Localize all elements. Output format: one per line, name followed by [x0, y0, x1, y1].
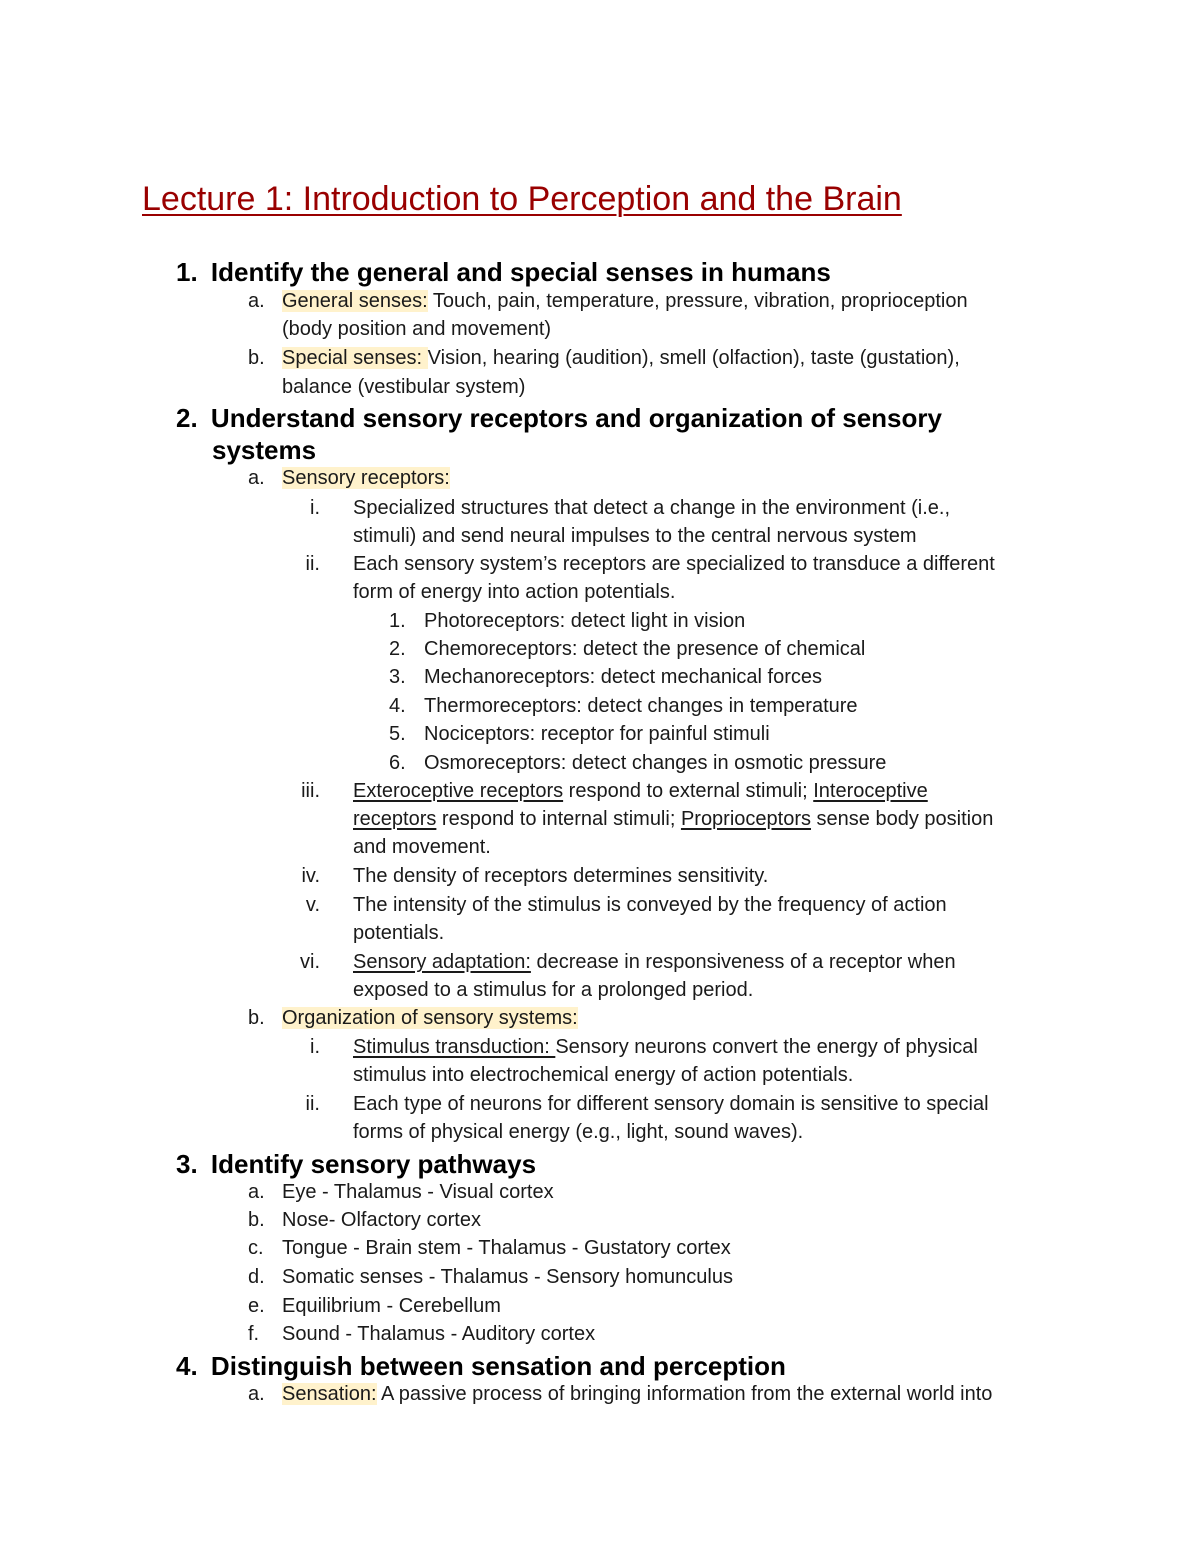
section-2-heading — [176, 402, 942, 434]
sub-marker: i. — [310, 1036, 320, 1058]
numbered-marker: 1. — [389, 610, 406, 632]
section-heading-text: Identify sensory pathways — [210, 1149, 537, 1179]
numbered-item: Nociceptors: receptor for painful stimuli — [424, 723, 770, 745]
item-marker: d. — [248, 1266, 265, 1288]
section-number: 4. — [176, 1351, 198, 1381]
list-item-text: Somatic senses - Thalamus - Sensory homunculus — [282, 1266, 733, 1288]
sub-item-text-cont: stimulus into electrochemical energy of action potentials. — [353, 1064, 854, 1086]
sub-marker: v. — [305, 894, 320, 916]
sub-item-text-cont: receptors respond to internal stimuli; Proprioceptors sense body position — [353, 808, 994, 830]
item-marker: a. — [248, 290, 265, 312]
list-item-text: General senses: Touch, pain, temperature, pressure, vibration, proprioception — [282, 290, 968, 312]
numbered-item: Photoreceptors: detect light in vision — [424, 610, 746, 632]
numbered-item: Mechanoreceptors: detect mechanical forces — [424, 666, 822, 688]
sub-item-text-cont: stimuli) and send neural impulses to the central nervous system — [353, 525, 917, 547]
item-marker: c. — [248, 1237, 264, 1259]
list-item-text: Eye - Thalamus - Visual cortex — [282, 1181, 554, 1203]
sub-item-text-cont: and movement. — [353, 836, 491, 858]
highlighted-term: Organization of sensory systems: — [282, 1007, 578, 1029]
numbered-marker: 4. — [389, 695, 406, 717]
sub-item-text: Specialized structures that detect a change in the environment (i.e., — [353, 497, 951, 519]
section-1-heading — [176, 256, 831, 288]
list-item — [248, 344, 265, 372]
list-item-text-cont: (body position and movement) — [282, 318, 552, 340]
sub-marker: iv. — [301, 865, 320, 887]
item-marker: b. — [248, 1007, 265, 1029]
list-item-text: Special senses: Vision, hearing (audition), smell (olfaction), taste (gustation), — [282, 347, 960, 369]
section-number: 3. — [176, 1149, 198, 1179]
highlighted-term: General senses: — [282, 290, 428, 312]
list-item-text-cont: balance (vestibular system) — [282, 376, 526, 398]
numbered-marker: 5. — [389, 723, 406, 745]
section-heading-text: Distinguish between sensation and perception — [210, 1351, 786, 1381]
list-item — [248, 287, 265, 315]
underlined-term: Proprioceptors — [680, 808, 811, 830]
sub-marker: i. — [310, 497, 320, 519]
section-heading-text: Understand sensory receptors and organization of sensory — [210, 403, 942, 433]
item-marker: e. — [248, 1295, 265, 1317]
section-3-heading — [176, 1148, 536, 1180]
section-heading-text: Identify the general and special senses in humans — [210, 257, 831, 287]
section-number: 1. — [176, 257, 198, 287]
numbered-item: Chemoreceptors: detect the presence of chemical — [424, 638, 866, 660]
list-item-text: Equilibrium - Cerebellum — [282, 1295, 501, 1317]
sub-item-text: The intensity of the stimulus is conveyed by the frequency of action — [353, 894, 947, 916]
sub-item-text-cont: potentials. — [353, 922, 445, 944]
item-marker: a. — [248, 467, 265, 489]
list-item-text: Tongue - Brain stem - Thalamus - Gustatory cortex — [282, 1237, 731, 1259]
sub-item-text: The density of receptors determines sensitivity. — [353, 865, 769, 887]
underlined-term: Stimulus transduction: — [353, 1036, 556, 1058]
item-marker: f. — [248, 1323, 260, 1345]
item-marker: b. — [248, 347, 265, 369]
sub-item-text-cont: exposed to a stimulus for a prolonged period. — [353, 979, 754, 1001]
sub-item-text: Each type of neurons for different sensory domain is sensitive to special — [353, 1093, 989, 1115]
list-item-text: Sensation: A passive process of bringing information from the external world into — [282, 1383, 993, 1405]
numbered-item: Thermoreceptors: detect changes in temperature — [424, 695, 858, 717]
sub-item-text: Each sensory system’s receptors are specialized to transduce a different — [353, 553, 995, 575]
numbered-marker: 6. — [389, 752, 406, 774]
section-number: 2. — [176, 403, 198, 433]
numbered-item: Osmoreceptors: detect changes in osmotic pressure — [424, 752, 887, 774]
highlighted-term: Sensory receptors: — [282, 467, 450, 489]
highlighted-term: Special senses: — [282, 347, 428, 369]
sub-marker: vi. — [300, 951, 320, 973]
sub-marker: iii. — [301, 780, 320, 802]
page-title: Lecture 1: Introduction to Perception and the Brain — [142, 180, 902, 218]
item-marker: a. — [248, 1181, 265, 1203]
underlined-term: Sensory adaptation: — [353, 951, 531, 973]
underlined-term: Exteroceptive receptors — [353, 780, 564, 802]
list-item-text: Nose- Olfactory cortex — [282, 1209, 481, 1231]
numbered-marker: 2. — [389, 638, 406, 660]
sub-item-text: Exteroceptive receptors respond to external stimuli; Interoceptive — [353, 780, 928, 802]
sub-marker: ii. — [305, 1093, 320, 1115]
sub-item-text-cont: form of energy into action potentials. — [353, 581, 676, 603]
item-marker: a. — [248, 1383, 265, 1405]
sub-item-text: Sensory adaptation: decrease in responsiveness of a receptor when — [353, 951, 956, 973]
section-4-heading — [176, 1350, 786, 1382]
numbered-marker: 3. — [389, 666, 406, 688]
sub-marker: ii. — [305, 553, 320, 575]
highlighted-term-row — [282, 464, 450, 492]
underlined-term: receptors — [353, 808, 437, 830]
underlined-term: Interoceptive — [813, 780, 928, 802]
sub-item-text: Stimulus transduction: Sensory neurons convert the energy of physical — [353, 1036, 978, 1058]
section-heading-cont: systems — [212, 435, 317, 465]
sub-item-text-cont: forms of physical energy (e.g., light, sound waves). — [353, 1121, 804, 1143]
list-item-text: Sound - Thalamus - Auditory cortex — [282, 1323, 596, 1345]
highlighted-term: Sensation: — [282, 1383, 377, 1405]
item-marker: b. — [248, 1209, 265, 1231]
highlighted-term-row — [282, 1004, 578, 1032]
